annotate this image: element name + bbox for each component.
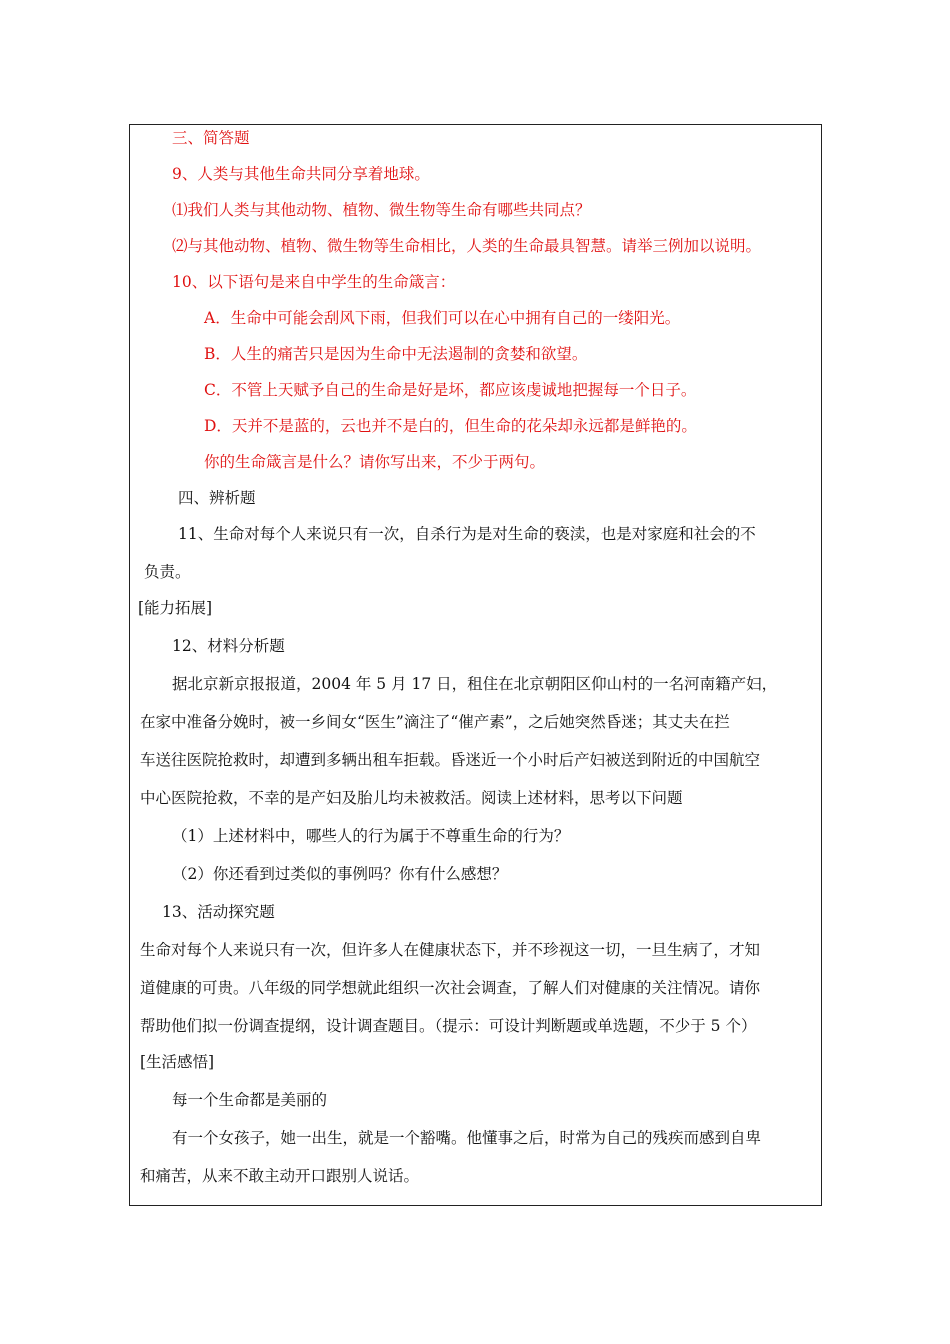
question-13-para-3: 帮助他们拟一份调查提纲，设计调查题目。（提示：可设计判断题或单选题，不少于 5 个） xyxy=(140,1017,757,1035)
life-story-title: 每一个生命都是美丽的 xyxy=(172,1091,328,1109)
question-10-option-d: D．天并不是蓝的，云也并不是白的，但生命的花朵却永远都是鲜艳的。 xyxy=(204,417,697,435)
ability-heading: [能力拓展] xyxy=(138,599,213,617)
question-12-para-3: 车送往医院抢救时，却遭到多辆出租车拒载。昏迷近一个小时后产妇被送到附近的中国航空 xyxy=(140,751,761,769)
question-12-para-2: 在家中准备分娩时，被一乡间女“医生”滴注了“催产素”，之后她突然昏迷；其丈夫在拦 xyxy=(140,713,730,731)
life-story-para-2: 和痛苦，从来不敢主动开口跟别人说话。 xyxy=(140,1167,420,1185)
question-10-option-b: B．人生的痛苦只是因为生命中无法遏制的贪婪和欲望。 xyxy=(204,345,588,363)
question-10-option-a: A．生命中可能会刮风下雨，但我们可以在心中拥有自己的一缕阳光。 xyxy=(204,309,681,327)
question-13: 13、活动探究题 xyxy=(162,903,275,921)
question-13-para-1: 生命对每个人来说只有一次，但许多人在健康状态下，并不珍视这一切，一旦生病了，才知 xyxy=(140,941,761,959)
question-12: 12、材料分析题 xyxy=(172,637,285,655)
question-11-line-2: 负责。 xyxy=(144,563,191,581)
question-10-option-c: C．不管上天赋予自己的生命是好是坏，都应该虔诚地把握每一个日子。 xyxy=(204,381,697,399)
section3-heading: 三、简答题 xyxy=(172,129,250,147)
question-12-para-4: 中心医院抢救，不幸的是产妇及胎儿均未被救活。阅读上述材料，思考以下问题 xyxy=(140,789,683,807)
question-13-para-2: 道健康的可贵。八年级的同学想就此组织一次社会调查，了解人们对健康的关注情况。请你 xyxy=(140,979,761,997)
question-9-part-2: ⑵与其他动物、植物、微生物等生命相比，人类的生命最具智慧。请举三例加以说明。 xyxy=(172,237,762,255)
section4-heading: 四、辨析题 xyxy=(178,489,256,507)
question-11-line-1: 11、生命对每个人来说只有一次，自杀行为是对生命的亵渎，也是对家庭和社会的不 xyxy=(178,525,756,543)
question-9-part-1: ⑴我们人类与其他动物、植物、微生物等生命有哪些共同点？ xyxy=(172,201,591,219)
question-10-ask: 你的生命箴言是什么？请你写出来，不少于两句。 xyxy=(204,453,546,471)
question-12-sub-1: （1）上述材料中，哪些人的行为属于不尊重生命的行为？ xyxy=(172,827,570,845)
question-9: 9、人类与其他生命共同分享着地球。 xyxy=(172,165,430,183)
question-12-para-1: 据北京新京报报道，2004 年 5 月 17 日，租住在北京朝阳区仰山村的一名河南籍产妇， xyxy=(172,675,778,693)
life-story-para-1: 有一个女孩子，她一出生，就是一个豁嘴。他懂事之后，时常为自己的残疾而感到自卑 xyxy=(172,1129,762,1147)
life-heading: [生活感悟] xyxy=(140,1053,215,1071)
question-10: 10、以下语句是来自中学生的生命箴言： xyxy=(172,273,456,291)
question-12-sub-2: （2）你还看到过类似的事例吗？你有什么感想？ xyxy=(172,865,508,883)
